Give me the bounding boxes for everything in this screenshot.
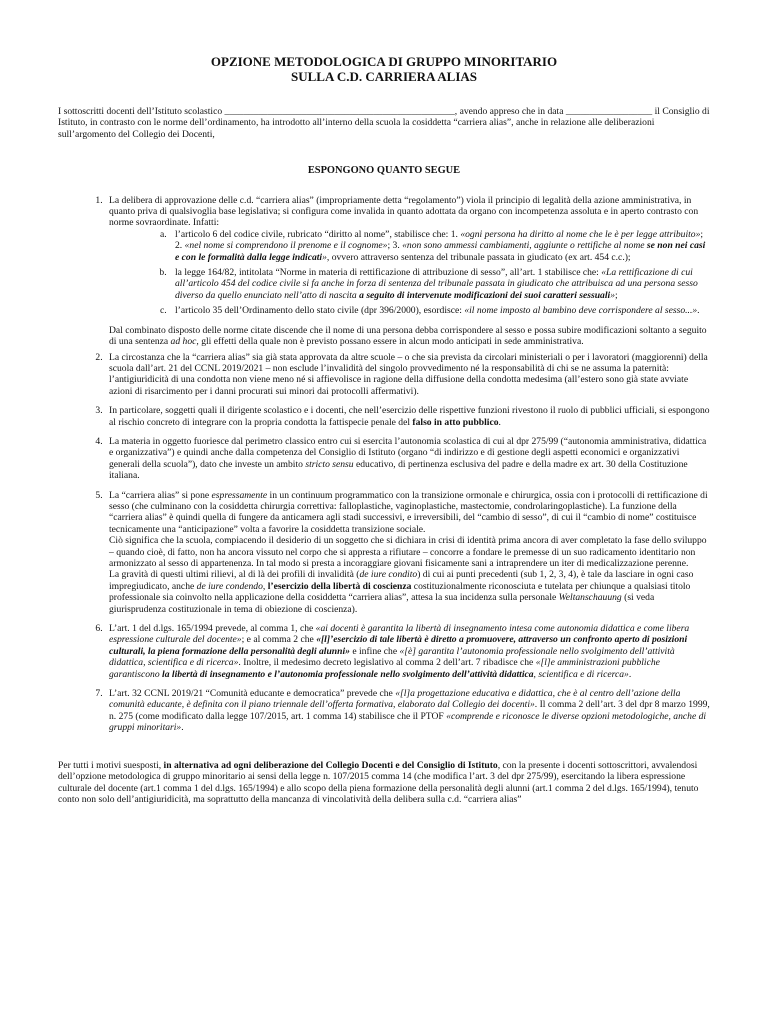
title-line-2: SULLA C.D. CARRIERA ALIAS <box>290 69 478 84</box>
item-5-paragraph-1: 5. La “carriera alias” si pone espressamente in un continuum programmatico con la transizione ormonale e chirurgica, ossia con i protocolli di rettificazione di sesso (che culminano con la cosiddetta chirurgia correttiva: falloplastiche, vaginoplastiche, mastectomie, condrolaringoplastiche). La funzione della “carriera alias” è quindi quella di fungere da anticamera agli stadi successivi, e irreversibili, del “cambio di sesso”, di cui il “cambio di nome” costituisce tecnicamente una “anticipazione” volta a favorire la cosiddetta transizione sociale. <box>109 489 708 535</box>
title-line-1: OPZIONE METODOLOGICA DI GRUPPO MINORITARIO <box>210 54 558 69</box>
numbered-list <box>58 195 710 317</box>
intro-paragraph: I sottoscritti docenti dell’Istituto scolastico ________________________________________________, avendo appreso che in data __________________ il Consiglio di Istituto, in contrasto con le norme dell’ordinamento, ha introdotto all’interno della scuola la cosiddetta “carriera alias”, anche in relazione alle deliberazioni sull’argomento del Collegio dei Docenti, <box>58 106 710 140</box>
list-item-2: 2. La circostanza che la “carriera alias” sia già stata approvata da altre scuole – o che sia prevista da circolari ministeriali o per i lavoratori (maggiorenni) della scuola dall’art. 21 del CCNL 2019/2021 – non esclude l’invalidità del singolo provvedimento né la responsabilità di chi se ne assuma la paternità: l’antigiuridicità di una condotta non viene meno né si affievolisce in ragione della diffusione della condotta medesima (all’estero sono già state avviate azioni di risarcimento per i danni procurati sui minori dai protocolli affermativi). <box>105 352 710 398</box>
item-5-paragraph-3: La gravità di questi ultimi rilievi, al di là dei profili di invalidità (de iure condito) di cui ai punti precedenti (sub 1, 2, 3, 4), è tale da lasciare in ogni caso impregiudicato, anche de iure condendo, l’esercizio della libertà di coscienza costituzionalmente riconosciuta e tutelata per chiunque a qualsiasi titolo professionale sia coinvolto nella applicazione della cosiddetta “carriera alias”, attesa la sua incidenza sulla personale Weltanschauung (si veda giurisprudenza costituzionale in tema di obiezione di coscienza). <box>109 569 694 615</box>
item-5-paragraph-2: Ciò significa che la scuola, compiacendo il desiderio di un soggetto che si dichiara in crisi di identità prima ancora di aver completato la fase dello sviluppo – quando cioè, di fatto, non ha ancora vissuto nel corpo che si appresta a rifiutare – concorre a fondare le premesse di un suo radicamento identitario non armonizzato al sesso di appartenenza. In tal modo si presta a incoraggiare giovani fisicamente sani a intraprendere un iter di medicalizzazione perenne. <box>109 535 707 569</box>
list-item-5 <box>105 490 710 615</box>
list-item-4: 4. La materia in oggetto fuoriesce dal perimetro classico entro cui si esercita l’autonomia scolastica di cui al dpr 275/99 (“autonomia amministrativa, didattica e organizzativa”) e quindi anche dalla competenza del Consiglio di Istituto (organo “di indirizzo e di gestione degli aspetti economici e organizzativi generali della scuola”), dato che investe un ambito stricto sensu educativo, di pertinenza esclusiva del padre e della madre ex art. 30 della Costituzione italiana. <box>105 436 710 482</box>
item-1-paragraph: 1. La delibera di approvazione delle c.d. “carriera alias” (impropriamente detta “regolamento”) viola il principio di legalità della azione amministrativa, in quanto priva di qualsivoglia base legislativa; si configura come invalida in quanto adottata da organo con incompetenza assoluta e in aperto contrasto con norme sovraordinate. Infatti: <box>109 194 699 229</box>
combined-provisions-paragraph: Dal combinato disposto delle norme citate discende che il nome di una persona debba corrispondere al sesso e possa subire modificazioni soltanto a seguito di una sentenza ad hoc, gli effetti della quale non è previsto possano essere in alcun modo anticipati in sede amministrativa. <box>109 324 707 348</box>
sub-item-a: a. l’articolo 6 del codice civile, rubricato “diritto al nome”, stabilisce che: 1. «ogni persona ha diritto al nome che le è per legge attribuito»; 2. «nel nome si comprendono il prenome e il cognome»; 3. «non sono ammessi cambiamenti, aggiunte o rettifiche al nome se non nei casi e con le formalità dalla legge indicati», ovvero attraverso sentenza del tribunale passata in giudicato (ex art. 454 c.c.); <box>169 229 710 263</box>
list-item-3: 3. In particolare, soggetti quali il dirigente scolastico e i docenti, che nell’esercizio delle rispettive funzioni rivestono il ruolo di pubblici ufficiali, si espongono al rischio concreto di integrare con la propria condotta la fattispecie penale del falso in atto pubblico. <box>105 405 710 428</box>
list-item-7: 7. L’art. 32 CCNL 2019/21 “Comunità educante e democratica” prevede che «[l]a progettazione educativa e didattica, che è al centro dell’azione della comunità educante, è definita con il piano triennale dell’offerta formativa, elaborato dal Collegio dei docenti». Il comma 2 dell’art. 3 del dpr 8 marzo 1999, n. 275 (come modificato dalla legge 107/2015, art. 1 comma 14) stabilisce che il PTOF «comprende e riconosce le diverse opzioni metodologiche, anche di gruppi minoritari». <box>105 688 710 734</box>
document-title <box>58 54 710 84</box>
closing-paragraph: Per tutti i motivi suesposti, in alternativa ad ogni deliberazione del Collegio Docenti e del Consiglio di Istituto, con la presente i docenti sottoscrittori, avvalendosi dell’opzione metodologica di gruppo minoritario ai sensi della legge n. 107/2015 comma 14 (che modifica l’art. 3 del dpr 275/99), esercitando la libera espressione culturale del docente (art.1 comma 1 del d.lgs. 165/1994) e allo scopo della piena formazione della personalità degli alunni (art.1 comma 2 del d.lgs. 165/1994), tenuto conto non solo dell’antigiuridicità, ma soprattutto della mancanza di vincolatività della delibera sulla c.d. “carriera alias” <box>58 759 699 805</box>
section-heading: ESPONGONO QUANTO SEGUE <box>307 165 461 177</box>
sub-item-c: c. l’articolo 35 dell’Ordinamento dello stato civile (dpr 396/2000), esordisce: «il nome imposto al bambino deve corrispondere al sesso...». <box>169 305 710 316</box>
sub-item-b: b. la legge 164/82, intitolata “Norme in materia di rettificazione di attribuzione di sesso”, all’art. 1 stabilisce che: «La rettificazione di cui all’articolo 454 del codice civile si fa anche in forza di sentenza del tribunale passata in giudicato che attribuisca ad una persona sesso diverso da quello enunciato nell’atto di nascita a seguito di intervenute modificazioni dei suoi caratteri sessuali»; <box>169 267 710 301</box>
list-item-6: 6. L’art. 1 del d.lgs. 165/1994 prevede, al comma 1, che «ai docenti è garantita la libertà di insegnamento intesa come autonomia didattica e come libera espressione culturale del docente»; e al comma 2 che «[l]’esercizio di tale libertà è diretto a promuovere, attraverso un confronto aperto di posizioni culturali, la piena formazione della personalità degli alunni» e infine che «[è] garantita l’autonomia professionale nello svolgimento dell’attività didattica, scientifica e di ricerca». Inoltre, il medesimo decreto legislativo al comma 2 dell’art. 7 ribadisce che «[l]e amministrazioni pubbliche garantiscono la libertà di insegnamento e l’autonomia professionale nello svolgimento dell’attività didattica, scientifica e di ricerca». <box>105 623 710 680</box>
list-item-1 <box>105 195 710 317</box>
sub-list <box>109 229 710 317</box>
numbered-list-continued <box>58 352 710 734</box>
